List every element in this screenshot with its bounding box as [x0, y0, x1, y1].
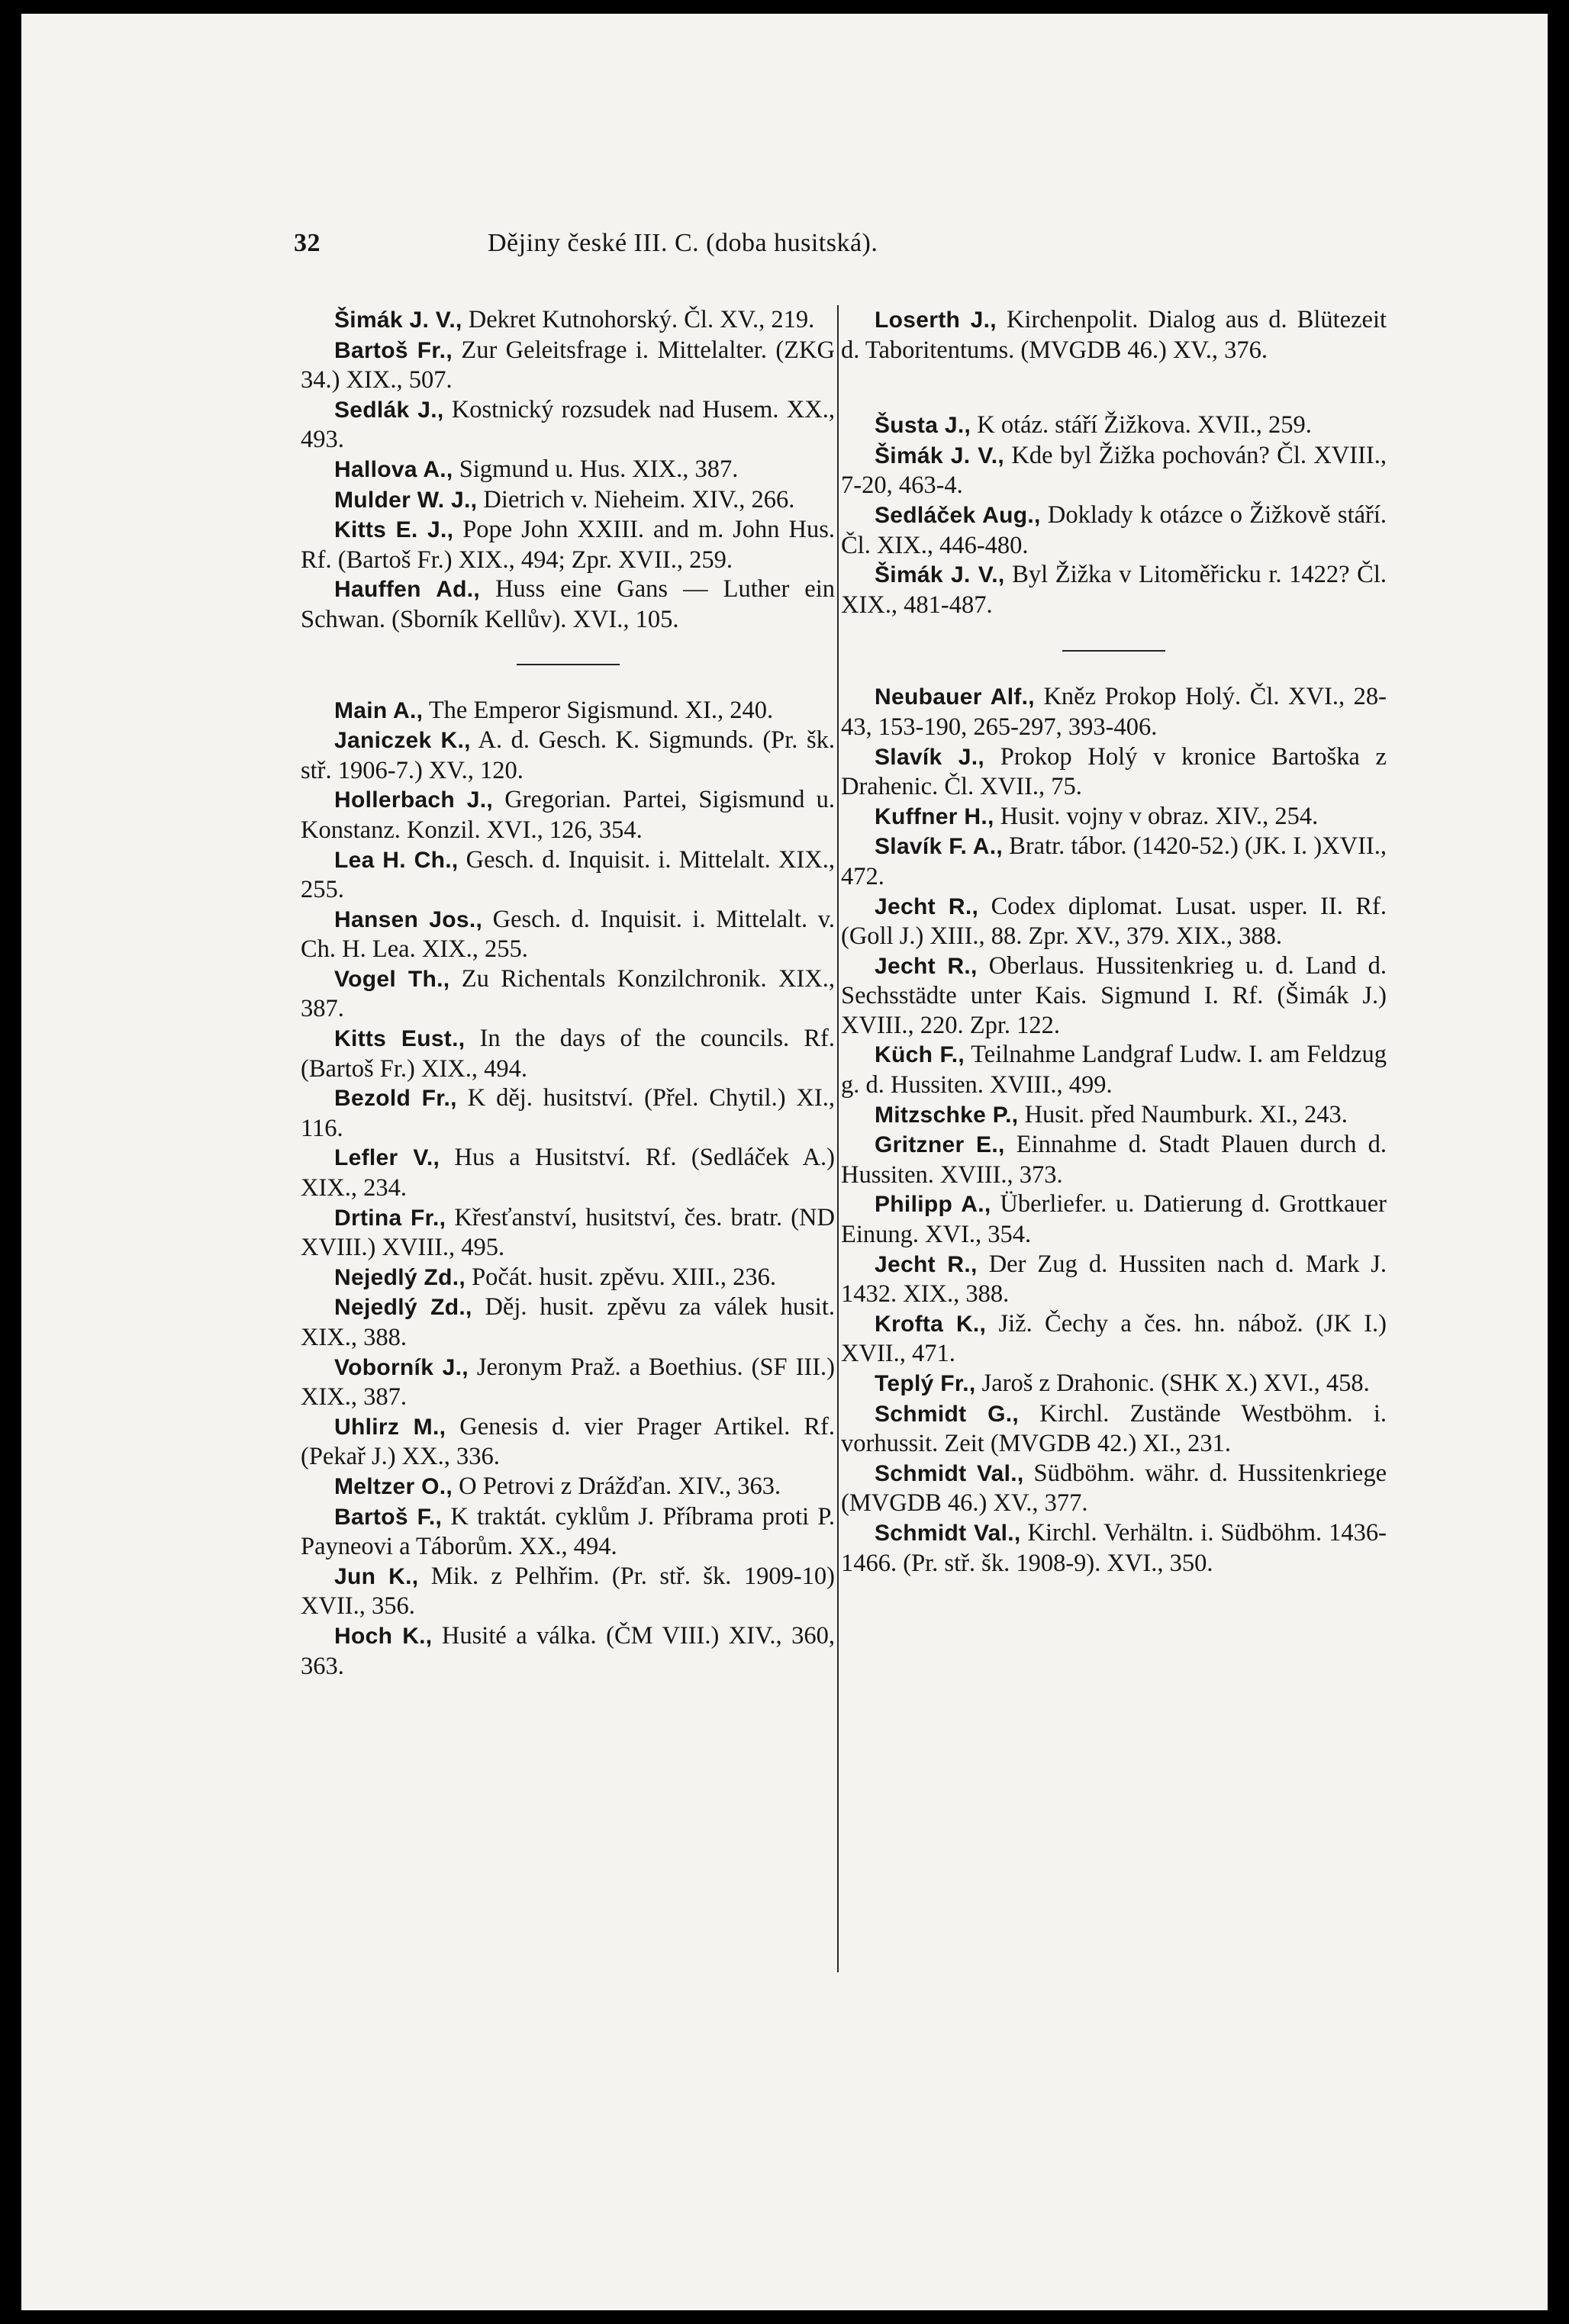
bibliography-entry — [841, 410, 1387, 441]
entry-author: Slavík F. A., — [875, 834, 1003, 860]
entry-author: Vogel Th., — [334, 966, 450, 992]
entry-citation: K otáz. stáří Žižkova. XVII., 259. — [971, 411, 1312, 439]
right-column — [841, 305, 1387, 1578]
entry-citation: Der Zug d. Hussiten nach d. Mark J. 1432. XIX., 388. — [841, 1250, 1387, 1308]
bibliography-entry — [841, 1399, 1387, 1459]
entry-author: Kitts Eust., — [334, 1026, 466, 1052]
entry-author: Meltzer O., — [334, 1473, 453, 1499]
right-group-3 — [841, 682, 1387, 1578]
entry-author: Drtina Fr., — [334, 1205, 446, 1231]
bibliography-entry — [301, 1621, 835, 1681]
right-group-1 — [841, 305, 1387, 365]
bibliography-entry — [301, 485, 835, 516]
entry-citation: Mik. z Pelhřim. (Pr. stř. šk. 1909-10) XVII., 356. — [301, 1562, 835, 1621]
entry-author: Šimák J. V., — [875, 443, 1005, 468]
entry-citation: Prokop Holý v kronice Bartoška z Drahenic. Čl. XVII., 75. — [841, 742, 1387, 801]
bibliography-entry — [301, 785, 835, 845]
entry-author: Neubauer Alf., — [875, 684, 1035, 710]
bibliography-entry — [301, 1562, 835, 1621]
bibliography-entry — [301, 905, 835, 964]
entry-author: Hansen Jos., — [334, 906, 483, 932]
entry-citation: Křesťanství, husitství, čes. bratr. (ND XVIII.) XVIII., 495. — [301, 1203, 835, 1262]
entry-author: Kitts E. J., — [334, 517, 454, 543]
entry-author: Lefler V., — [334, 1145, 440, 1171]
entry-citation: Zur Geleitsfrage i. Mittelalter. (ZKG 34.) XIX., 507. — [301, 336, 835, 394]
entry-citation: Genesis d. vier Prager Artikel. Rf. (Pekař J.) XX., 336. — [301, 1412, 835, 1471]
entry-author: Uhlirz M., — [334, 1414, 446, 1440]
bibliography-entry — [841, 682, 1387, 742]
bibliography-entry — [301, 1263, 835, 1293]
entry-citation: Zu Richentals Konzilchronik. XIX., 387. — [301, 964, 835, 1023]
bibliography-entry — [841, 1309, 1387, 1369]
entry-author: Bartoš Fr., — [334, 337, 453, 363]
bibliography-entry — [301, 1203, 835, 1263]
entry-author: Kuffner H., — [875, 803, 994, 829]
bibliography-entry — [301, 455, 835, 485]
page-header — [294, 229, 878, 258]
entry-citation: Kirchenpolit. Dialog aus d. Blütezeit d. Taboritentums. (MVGDB 46.) XV., 376. — [841, 306, 1387, 364]
bibliography-entry — [841, 832, 1387, 891]
entry-citation: O Petrovi z Drážďan. XIV., 363. — [453, 1472, 781, 1500]
bibliography-entry — [841, 1369, 1387, 1399]
entry-author: Hoch K., — [334, 1623, 433, 1649]
bibliography-entry — [841, 305, 1387, 365]
bibliography-entry — [301, 1353, 835, 1412]
column-divider — [837, 305, 839, 1972]
bibliography-entry — [841, 802, 1387, 832]
entry-citation: Codex diplomat. Lusat. usper. II. Rf. (Goll J.) XIII., 88. Zpr. XV., 379. XIX., 388. — [841, 892, 1387, 951]
bibliography-entry — [841, 1189, 1387, 1249]
entry-author: Nejedlý Zd., — [334, 1295, 472, 1321]
entry-author: Teplý Fr., — [875, 1371, 976, 1396]
entry-citation: Gesch. d. Inquisit. i. Mittelalt. v. Ch. H. Lea. XIX., 255. — [301, 905, 835, 964]
entry-citation: Jaroš z Drahonic. (SHK X.) XVI., 458. — [975, 1370, 1370, 1397]
entry-author: Schmidt Val., — [875, 1520, 1021, 1546]
section-gap — [841, 365, 1387, 410]
entry-author: Philipp A., — [875, 1192, 991, 1218]
bibliography-entry — [301, 395, 835, 455]
entry-citation: The Emperor Sigismund. XI., 240. — [423, 696, 774, 724]
entry-citation: Děj. husit. zpěvu za válek husit. XIX., 388. — [301, 1293, 835, 1351]
entry-author: Janiczek K., — [334, 728, 471, 754]
entry-author: Jun K., — [334, 1563, 419, 1589]
entry-citation: Bratr. tábor. (1420-52.) (JK. I. )XVII., 472. — [841, 832, 1387, 890]
entry-author: Schmidt G., — [875, 1401, 1020, 1427]
bibliography-entry — [301, 726, 835, 785]
entry-citation: Gregorian. Partei, Sigismund u. Konstanz. Konzil. XVI., 126, 354. — [301, 786, 835, 844]
entry-citation: Kde byl Žižka pochován? Čl. XVIII., 7-20, 463-4. — [841, 441, 1387, 500]
entry-citation: Kirchl. Verhältn. i. Südböhm. 1436-1466. (Pr. stř. šk. 1908-9). XVI., 350. — [841, 1518, 1387, 1577]
entry-citation: Hus a Husitství. Rf. (Sedláček A.) XIX., 234. — [301, 1144, 835, 1202]
entry-author: Sedláček Aug., — [875, 502, 1041, 528]
entry-citation: In the days of the councils. Rf. (Bartoš Fr.) XIX., 494. — [301, 1025, 836, 1083]
entry-citation: Überliefer. u. Datierung d. Grottkauer Einung. XVI., 354. — [841, 1190, 1387, 1249]
entry-citation: Sigmund u. Hus. XIX., 387. — [453, 455, 739, 483]
entry-author: Šimák J. V., — [334, 307, 462, 333]
bibliography-entry — [301, 336, 835, 395]
entry-author: Šimák J. V., — [875, 562, 1005, 588]
left-group-2 — [301, 696, 835, 1682]
entry-citation: Kostnický rozsudek nad Husem. XX., 493. — [301, 395, 835, 454]
entry-author: Lea H. Ch., — [334, 847, 459, 873]
entry-author: Mitzschke P., — [875, 1102, 1019, 1128]
bibliography-entry — [841, 1518, 1387, 1578]
bibliography-entry — [841, 1040, 1387, 1099]
bibliography-entry — [841, 1130, 1387, 1189]
entry-author: Jecht R., — [875, 893, 979, 919]
entry-author: Gritzner E., — [875, 1132, 1005, 1158]
bibliography-entry — [841, 1250, 1387, 1309]
left-group-1 — [301, 305, 835, 635]
entry-author: Küch F., — [875, 1042, 965, 1068]
entry-citation: Huss eine Gans — Luther ein Schwan. (Sborník Kellův). XVI., 105. — [301, 575, 835, 633]
entry-author: Jecht R., — [875, 953, 978, 979]
bibliography-entry — [841, 1100, 1387, 1131]
entry-citation: Byl Žižka v Litoměřicku r. 1422? Čl. XIX., 481-487. — [841, 561, 1387, 619]
bibliography-entry — [841, 1459, 1387, 1518]
right-group-2 — [841, 410, 1387, 620]
entry-citation: Již. Čechy a čes. hn. nábož. (JK I.) XVII., 471. — [841, 1309, 1387, 1368]
section-separator — [517, 664, 620, 665]
bibliography-entry — [841, 560, 1387, 620]
bibliography-entry — [301, 1024, 835, 1083]
entry-author: Mulder W. J., — [334, 487, 478, 513]
entry-author: Šusta J., — [875, 413, 971, 439]
bibliography-entry — [841, 501, 1387, 560]
entry-citation: Dietrich v. Nieheim. XIV., 266. — [477, 485, 795, 513]
entry-author: Hauffen Ad., — [334, 577, 481, 603]
entry-citation: Einnahme d. Stadt Plauen durch d. Hussiten. XVIII., 373. — [841, 1131, 1387, 1189]
bibliography-entry — [841, 441, 1387, 501]
bibliography-entry — [301, 1412, 835, 1472]
entry-citation: Dekret Kutnohorský. Čl. XV., 219. — [462, 306, 815, 333]
entry-citation: K traktát. cyklům J. Příbrama proti P. Payneovi a Táborům. XX., 494. — [301, 1502, 835, 1561]
bibliography-entry — [841, 742, 1387, 802]
bibliography-entry — [301, 1502, 835, 1562]
entry-citation: Doklady k otázce o Žižkově stáří. Čl. XIX., 446-480. — [841, 501, 1387, 559]
entry-citation: Kirchl. Zustände Westböhm. i. vorhussit. Zeit (MVGDB 42.) XI., 231. — [841, 1399, 1387, 1458]
entry-author: Jecht R., — [875, 1251, 978, 1277]
bibliography-entry — [301, 845, 835, 905]
entry-citation: Oberlaus. Hussitenkrieg u. d. Land d. Sechsstädte unter Kais. Sigmund I. Rf. (Šimák J.) XVIII., 220. Zpr. 122. — [841, 951, 1387, 1039]
entry-author: Schmidt Val., — [875, 1460, 1024, 1486]
entry-author: Hallova A., — [334, 456, 453, 482]
entry-citation: Husit. před Naumburk. XI., 243. — [1018, 1100, 1348, 1128]
bibliography-entry — [301, 515, 835, 575]
entry-citation: K děj. husitství. (Přel. Chytil.) XI., 116. — [301, 1084, 835, 1142]
entry-citation: Kněz Prokop Holý. Čl. XVI., 28-43, 153-190, 265-297, 393-406. — [841, 683, 1387, 741]
bibliography-entry — [301, 696, 835, 726]
bibliography-entry — [841, 951, 1387, 1041]
page-number: 32 — [294, 229, 321, 257]
section-separator — [1062, 650, 1165, 652]
bibliography-entry — [841, 892, 1387, 951]
entry-author: Slavík J., — [875, 744, 985, 770]
bibliography-entry — [301, 1083, 835, 1143]
entry-author: Loserth J., — [875, 307, 997, 333]
bibliography-entry — [301, 575, 835, 634]
bibliography-entry — [301, 305, 835, 336]
entry-citation: Husité a válka. (ČM VIII.) XIV., 360, 363. — [301, 1621, 835, 1680]
bibliography-entry — [301, 1472, 835, 1502]
entry-citation: Gesch. d. Inquisit. i. Mittelalt. XIX., 255. — [301, 845, 835, 904]
entry-citation: Jeronym Praž. a Boethius. (SF III.) XIX., 387. — [301, 1353, 836, 1411]
entry-author: Sedlák J., — [334, 397, 444, 423]
entry-author: Bartoš F., — [334, 1504, 443, 1530]
entry-citation: Teilnahme Landgraf Ludw. I. am Feldzug g. d. Hussiten. XVIII., 499. — [841, 1041, 1387, 1099]
bibliography-entry — [301, 964, 835, 1024]
entry-author: Nejedlý Zd., — [334, 1264, 466, 1290]
left-column — [301, 305, 835, 1681]
entry-author: Hollerbach J., — [334, 787, 493, 813]
entry-citation: A. d. Gesch. K. Sigmunds. (Pr. šk. stř. 1906-7.) XV., 120. — [301, 726, 835, 784]
page-title: Dějiny české III. C. (doba husitská). — [488, 229, 878, 257]
entry-author: Main A., — [334, 697, 424, 723]
bibliography-entry — [301, 1292, 835, 1352]
entry-citation: Husit. vojny v obraz. XIV., 254. — [994, 802, 1319, 830]
entry-author: Krofta K., — [875, 1311, 987, 1337]
entry-citation: Pope John XXIII. and m. John Hus. Rf. (Bartoš Fr.) XIX., 494; Zpr. XVII., 259. — [301, 516, 835, 574]
entry-citation: Südböhm. währ. d. Hussitenkriege (MVGDB 46.) XV., 377. — [841, 1459, 1387, 1518]
entry-citation: Počát. husit. zpěvu. XIII., 236. — [465, 1263, 777, 1291]
entry-author: Voborník J., — [334, 1354, 469, 1380]
entry-author: Bezold Fr., — [334, 1086, 457, 1112]
bibliography-entry — [301, 1143, 835, 1202]
